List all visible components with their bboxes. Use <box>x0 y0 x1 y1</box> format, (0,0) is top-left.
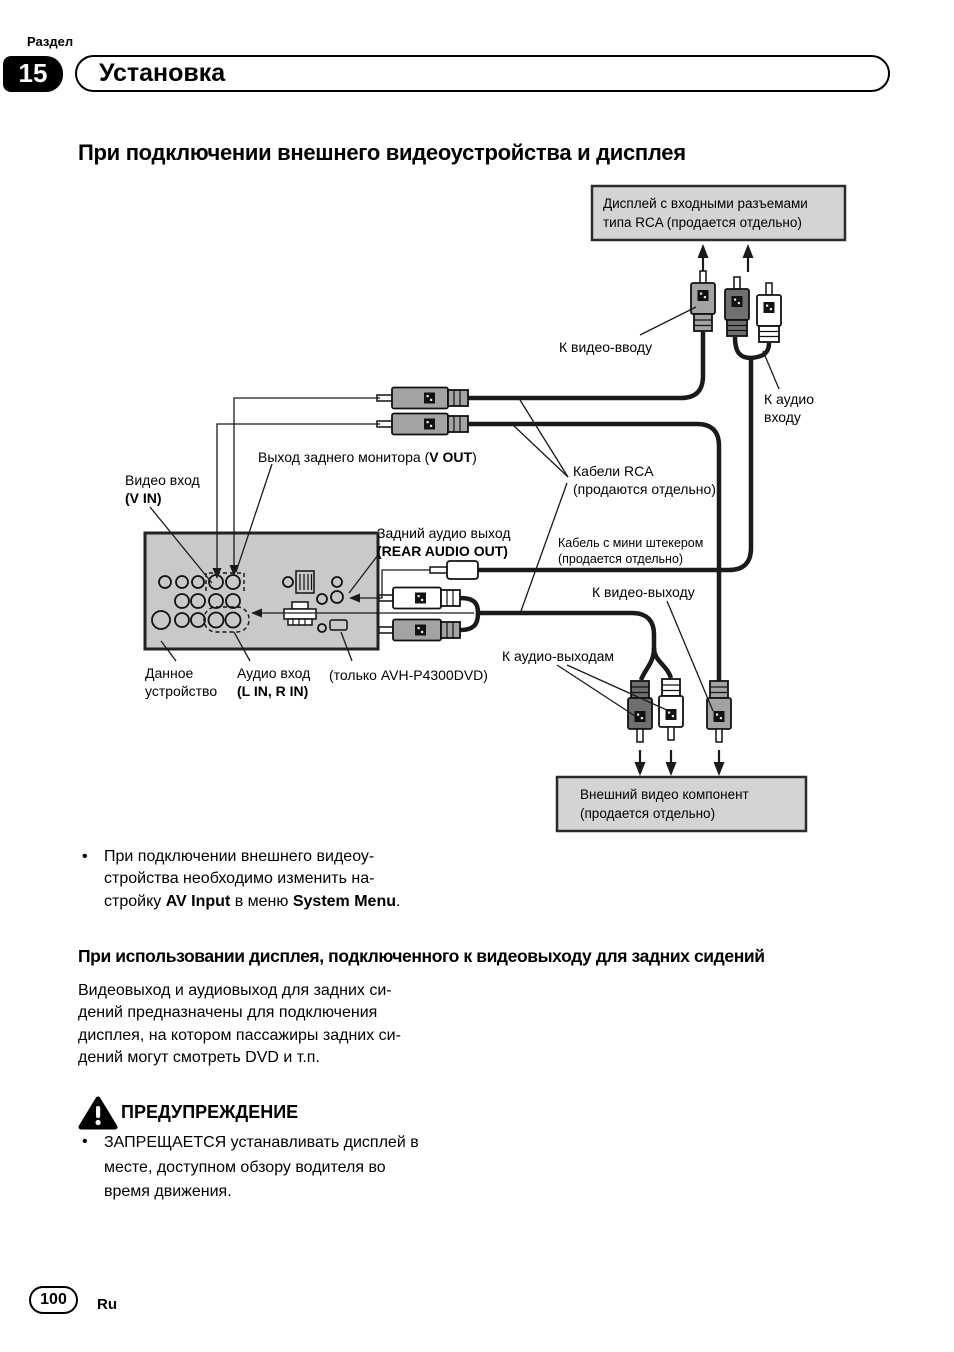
label-rear-audio-1: Задний аудио выход <box>377 525 511 541</box>
leader-lines <box>150 307 779 716</box>
plug-video-out <box>707 681 731 742</box>
para-line-3: дисплея, на котором пассажиры задних си- <box>78 1026 401 1044</box>
label-to-video-output: К видео-выходу <box>592 584 695 600</box>
label-to-audio-input-2: входу <box>764 409 801 425</box>
warning-bullet: • <box>82 1133 88 1150</box>
plug-audio-out-left <box>628 681 652 742</box>
label-to-audio-input-1: К аудио <box>764 391 814 407</box>
rca-plug-audio-left-to-display <box>725 277 749 336</box>
chapter-title-pill <box>75 55 890 92</box>
rca-plug-video-to-display <box>691 271 715 331</box>
display-box-line1: Дисплей с входными разъемами <box>603 196 808 211</box>
para-line-2: дений предназначены для подключения <box>78 1004 378 1022</box>
note-line-1: При подключении внешнего видеоу- <box>104 848 375 865</box>
mini-plug <box>430 561 478 579</box>
subheading: При использовании дисплея, подключенного к видеовыходу для задних сидений <box>78 946 765 966</box>
warning-line-1: ЗАПРЕЩАЕТСЯ устанавливать дисплей в <box>104 1134 419 1151</box>
external-component-box <box>557 777 806 831</box>
language-code: Ru <box>97 1296 117 1313</box>
section-number-badge <box>3 56 63 92</box>
label-mini-cable-1: Кабель с мини штекером <box>558 536 704 550</box>
para-line-4: дений могут смотреть DVD и т.п. <box>78 1049 320 1067</box>
audio-y-plug-gray <box>379 620 460 641</box>
section-label: Раздел <box>27 34 74 49</box>
label-mini-cable-2: (продается отдельно) <box>558 552 684 566</box>
audio-y-plug-white <box>379 588 460 609</box>
label-rear-audio-2: (REAR AUDIO OUT) <box>377 543 508 559</box>
display-box-line2: типа RCA (продается отдельно) <box>603 215 802 230</box>
external-box-line1: Внешний видео компонент <box>580 787 749 802</box>
label-to-video-input: К видео-вводу <box>559 339 653 355</box>
rca-plug-vin-cable <box>377 414 468 435</box>
label-video-in-1: Видео вход <box>125 472 200 488</box>
note-bullet: • <box>82 848 88 865</box>
page-number-badge <box>29 1286 78 1314</box>
page-number: 100 <box>40 1291 67 1308</box>
paragraph <box>78 980 401 1070</box>
display-input-arrows <box>698 244 754 272</box>
page-heading: При подключении внешнего видеоустройства и дисплея <box>78 140 686 165</box>
note-line-2: стройства необходимо изменить на- <box>104 870 375 888</box>
section-number: 15 <box>18 58 48 88</box>
plug-audio-out-right <box>659 679 683 740</box>
label-audio-in-1: Аудио вход <box>237 665 311 681</box>
label-rear-monitor-out: Выход заднего монитора (V OUT) <box>258 449 477 465</box>
label-this-unit-1: Данное <box>145 665 194 681</box>
display-box <box>592 186 845 240</box>
note-line-3: стройку AV Input в меню System Menu. <box>104 892 401 910</box>
note-text <box>104 846 400 913</box>
label-video-in-2: (V IN) <box>125 490 162 506</box>
external-box-line2: (продается отдельно) <box>580 806 716 821</box>
label-audio-in-2: (L IN, R IN) <box>237 683 309 699</box>
warning-line-2: месте, доступном обзору водителя во <box>104 1158 386 1176</box>
component-output-arrows <box>635 750 725 776</box>
para-line-1: Видеовыход и аудиовыход для задних си- <box>78 982 392 999</box>
warning-text <box>104 1131 419 1205</box>
label-to-audio-outputs: К аудио-выходам <box>502 648 615 664</box>
label-this-unit-2: устройство <box>145 683 218 699</box>
label-rca-cables-1: Кабели RCA <box>573 463 654 479</box>
rca-plug-vout-cable <box>377 388 468 409</box>
label-only-model: (только AVH-P4300DVD) <box>329 667 488 683</box>
connection-diagram <box>0 170 954 850</box>
rca-plug-audio-right-to-display <box>757 283 781 342</box>
warning-line-3: время движения. <box>104 1183 232 1200</box>
warning-title: ПРЕДУПРЕЖДЕНИЕ <box>121 1102 299 1122</box>
chapter-title: Установка <box>99 59 226 87</box>
warning-icon <box>78 1096 118 1130</box>
audio-y-cable <box>460 598 671 680</box>
device-unit <box>145 533 378 649</box>
label-rca-cables-2: (продаются отдельно) <box>573 481 716 497</box>
